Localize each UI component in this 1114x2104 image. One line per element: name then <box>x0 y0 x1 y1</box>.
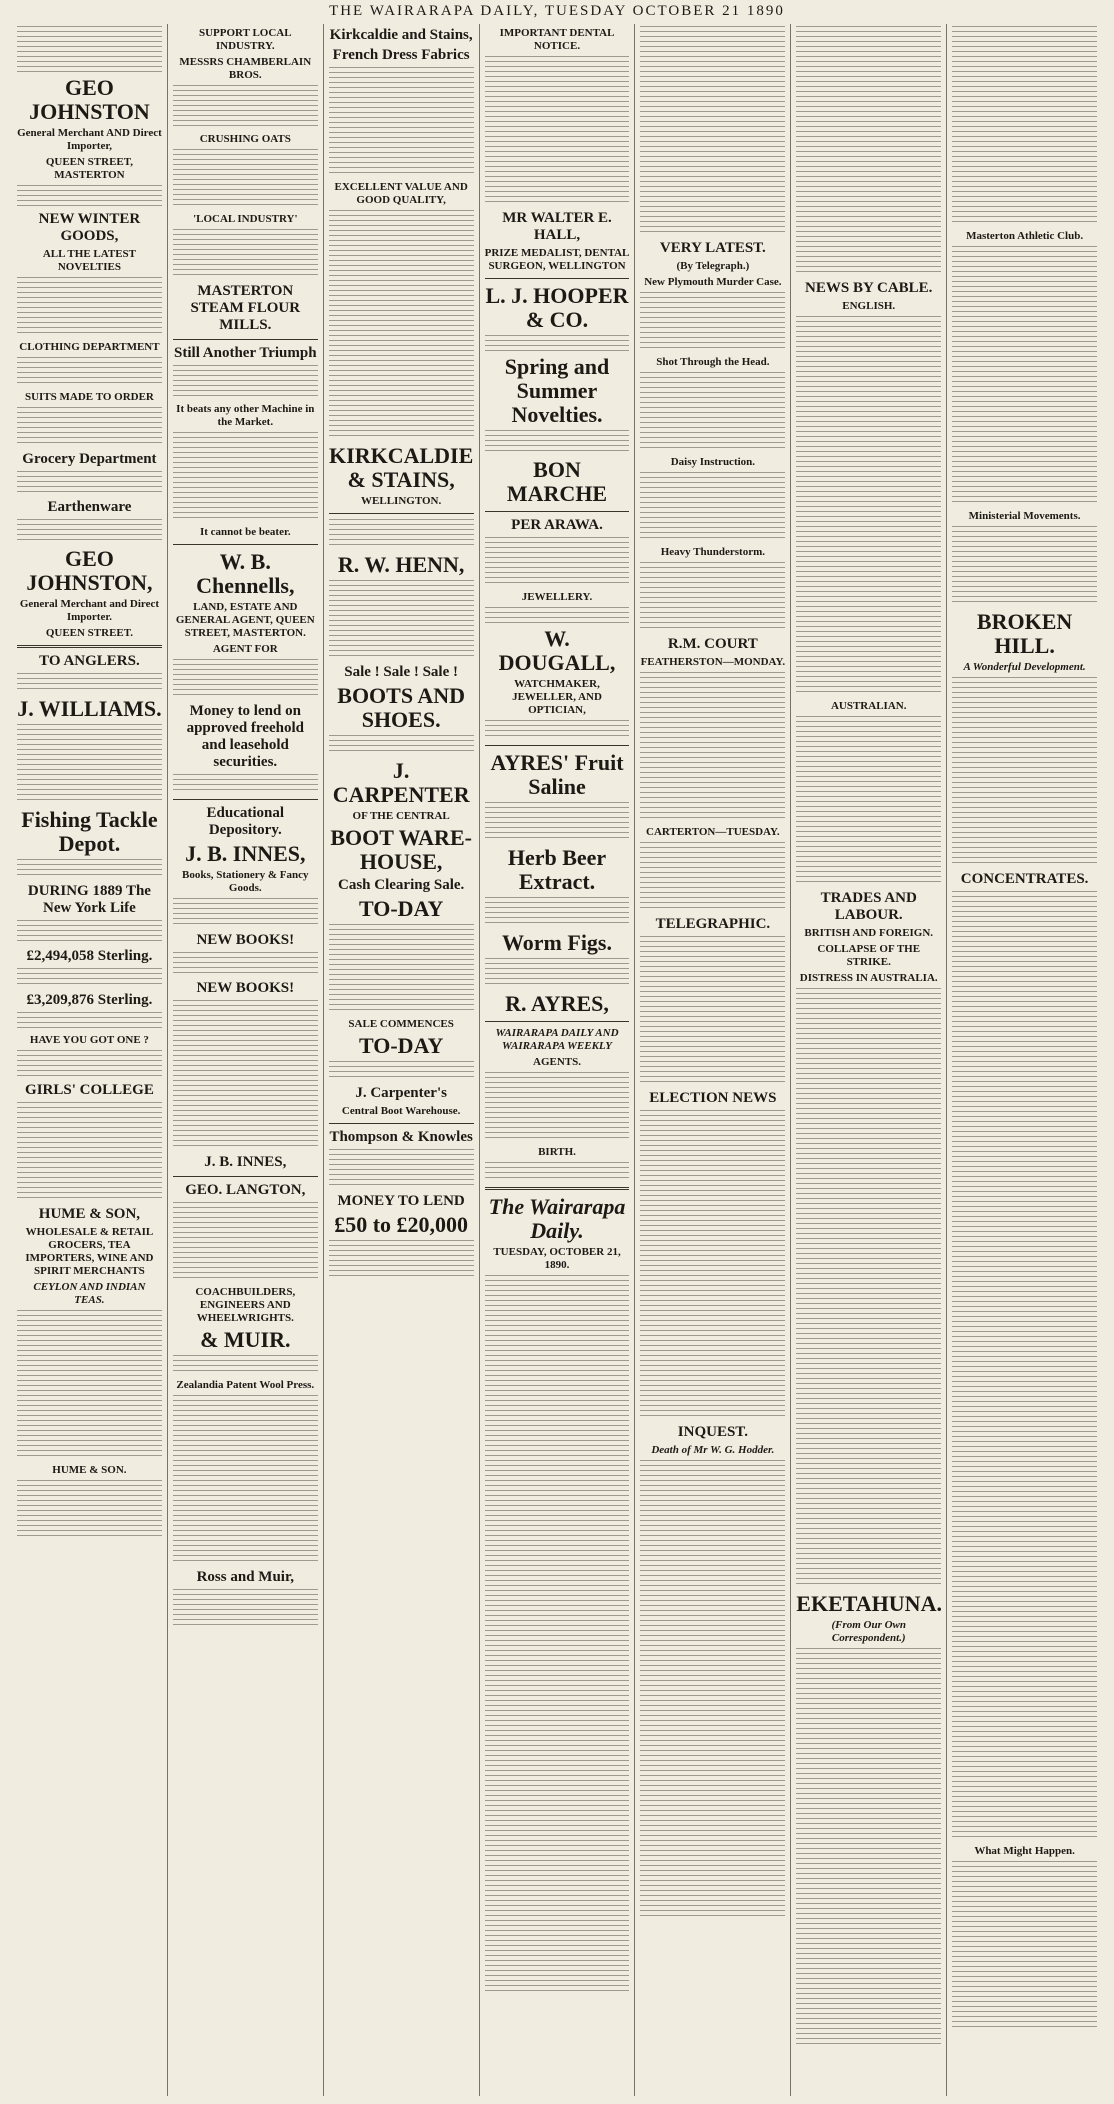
ad-heading: CEYLON AND INDIAN TEAS. <box>33 1281 146 1306</box>
ad-heading: Zealandia Patent Wool Press. <box>176 1379 315 1391</box>
ad-heading: DURING 1889 The New York Life <box>27 883 151 916</box>
ad-title: Ross and Muir, <box>196 1569 294 1585</box>
section-heading: VERY LATEST. <box>659 240 766 256</box>
text-block <box>485 1162 630 1182</box>
ad-heading: SALE COMMENCES <box>348 1018 454 1030</box>
ad-heading: COACHBUILDERS, ENGINEERS AND WHEELWRIGHTS. <box>195 1286 296 1324</box>
ad-heading: IMPORTANT DENTAL NOTICE. <box>499 27 615 52</box>
text-block <box>796 1648 941 2048</box>
text-block <box>485 958 630 988</box>
ad-heading: EXCELLENT VALUE AND GOOD QUALITY, <box>334 181 468 206</box>
ad-heading: NEW BOOKS! <box>196 932 295 948</box>
text-block <box>17 185 162 207</box>
section-subheading: BRITISH AND FOREIGN. <box>804 927 934 939</box>
ad-heading: Money to lend on approved freehold and leasehold securities. <box>186 703 304 770</box>
section-heading: TELEGRAPHIC. <box>655 916 771 932</box>
ad-heading: TO ANGLERS. <box>39 653 140 669</box>
text-block <box>17 673 162 693</box>
text-block <box>17 1310 162 1460</box>
ad-heading: BOOTS AND SHOES. <box>337 683 466 732</box>
ad-heading: It cannot be beater. <box>199 526 291 538</box>
text-block <box>17 1050 162 1078</box>
text-block <box>796 988 941 1588</box>
text-block <box>173 149 318 209</box>
divider <box>173 799 318 800</box>
ad-heading: Grocery Department <box>22 451 157 467</box>
ad-title: MASTERTON STEAM FLOUR MILLS. <box>190 283 301 333</box>
text-block <box>485 720 630 740</box>
ad-title: MR WALTER E. HALL, <box>502 210 612 243</box>
text-block <box>952 891 1097 1841</box>
text-block <box>329 580 474 660</box>
ad-heading: AGENTS. <box>533 1056 581 1068</box>
text-block <box>17 519 162 543</box>
text-block <box>329 735 474 755</box>
divider <box>173 1176 318 1177</box>
section-subheading: CARTERTON—TUESDAY. <box>646 826 780 838</box>
ad-address: QUEEN STREET. <box>45 627 134 639</box>
text-block <box>17 277 162 337</box>
text-block <box>173 1589 318 1629</box>
divider <box>17 645 162 648</box>
text-block <box>17 1012 162 1030</box>
text-block <box>952 26 1097 226</box>
ad-title: J. B. INNES, <box>204 1154 287 1170</box>
text-block <box>640 562 785 632</box>
section-heading: TRADES AND LABOUR. <box>820 890 917 923</box>
ad-address: WELLINGTON. <box>361 495 442 507</box>
editorial-title: The Wairarapa Daily. <box>488 1194 626 1243</box>
section-heading: Ministerial Movements. <box>968 510 1081 522</box>
ad-heading: GIRLS' COLLEGE <box>25 1082 154 1098</box>
divider <box>485 511 630 512</box>
text-block <box>952 1861 1097 2031</box>
ad-heading: TO-DAY <box>358 1033 444 1058</box>
ad-heading: Educational Depository. <box>206 805 285 838</box>
section-heading: CONCENTRATES. <box>960 871 1089 887</box>
text-block <box>485 537 630 587</box>
column-7 <box>947 24 1102 2096</box>
ad-heading: NEW BOOKS! <box>196 980 295 996</box>
divider <box>485 1187 630 1190</box>
divider <box>485 1021 630 1022</box>
ad-subtitle: WHOLESALE & RETAIL GROCERS, TEA IMPORTERS, WINE AND SPIRIT MERCHANTS <box>25 1226 154 1277</box>
text-block <box>17 357 162 387</box>
section-subheading: FEATHERSTON—MONDAY. <box>640 656 786 668</box>
ad-title: MESSRS CHAMBERLAIN BROS. <box>179 56 312 81</box>
section-heading: ELECTION NEWS <box>649 1090 777 1106</box>
section-heading: What Might Happen. <box>974 1845 1075 1857</box>
ad-title: R. W. HENN, <box>337 552 465 577</box>
text-block <box>952 246 1097 506</box>
section-heading: Masterton Athletic Club. <box>966 230 1084 242</box>
text-block <box>329 1149 474 1189</box>
ad-title: J. WILLIAMS. <box>17 696 162 721</box>
ad-address: QUEEN STREET, MASTERTON <box>45 156 134 181</box>
editorial-date: TUESDAY, OCTOBER 21, 1890. <box>493 1246 621 1271</box>
ad-subtitle: OF THE CENTRAL <box>352 810 450 822</box>
ad-title: & MUIR. <box>200 1327 291 1352</box>
text-block <box>640 26 785 236</box>
text-block <box>173 1355 318 1375</box>
text-block <box>173 1202 318 1282</box>
text-block <box>173 1395 318 1565</box>
section-subheading: ENGLISH. <box>842 300 896 312</box>
text-block <box>173 365 318 399</box>
text-block <box>329 519 474 549</box>
ad-title: HUME & SON. <box>52 1464 127 1476</box>
ad-heading: French Dress Fabrics <box>332 47 470 63</box>
column-4 <box>480 24 636 2096</box>
text-block <box>173 85 318 129</box>
section-subheading: Death of Mr W. G. Hodder. <box>651 1444 775 1456</box>
ad-heading: NEW WINTER GOODS, <box>38 211 141 244</box>
ad-title: HUME & SON, <box>38 1206 141 1222</box>
section-subheading: (From Our Own Correspondent.) <box>831 1619 907 1644</box>
section-heading: BROKEN HILL. <box>976 609 1073 658</box>
text-block <box>485 430 630 454</box>
ad-subtitle: General Merchant AND Direct Importer, <box>17 127 162 152</box>
text-block <box>796 26 941 276</box>
text-block <box>173 898 318 928</box>
text-block <box>17 920 162 944</box>
ad-subtitle: LAND, ESTATE AND GENERAL AGENT, QUEEN STREET, MASTERTON. <box>175 601 315 639</box>
ad-heading: SUPPORT LOCAL INDUSTRY. <box>198 27 292 52</box>
ad-subtitle: WATCHMAKER, JEWELLER, AND OPTICIAN, <box>512 678 602 716</box>
ad-title: J. Carpenter's <box>355 1085 447 1101</box>
divider <box>485 278 630 279</box>
ad-title: GEO JOHNSTON <box>29 75 150 124</box>
column-5 <box>635 24 791 2096</box>
section-heading: NEWS BY CABLE. <box>805 280 933 296</box>
ad-heading: WAIRARAPA DAILY AND WAIRARAPA WEEKLY <box>495 1027 619 1052</box>
article-heading: New Plymouth Murder Case. <box>644 276 782 288</box>
ad-heading: Sale ! Sale ! Sale ! <box>344 664 459 680</box>
ad-heading: £3,209,876 Sterling. <box>26 992 153 1008</box>
column-3 <box>324 24 480 2096</box>
text-block <box>17 859 162 879</box>
ad-title: BON MARCHE <box>506 457 608 506</box>
ad-title: Thompson & Knowles <box>329 1129 473 1145</box>
text-block <box>173 659 318 699</box>
text-block <box>952 677 1097 867</box>
divider <box>173 339 318 340</box>
text-block <box>640 842 785 912</box>
ad-title: BOOT WARE-HOUSE, <box>330 825 472 874</box>
text-block <box>640 372 785 452</box>
text-block <box>796 316 941 696</box>
text-block <box>952 526 1097 606</box>
text-block <box>173 774 318 794</box>
ad-title: W. DOUGALL, <box>498 626 616 675</box>
text-block <box>329 67 474 177</box>
text-block <box>640 472 785 542</box>
text-block <box>796 716 941 886</box>
ad-heading: HAVE YOU GOT ONE ? <box>29 1034 149 1046</box>
ad-heading: TO-DAY <box>358 896 444 921</box>
ad-subtitle: General Merchant and Direct Importer. <box>19 598 160 623</box>
ad-title: W. B. Chennells, <box>196 549 295 598</box>
text-block <box>17 26 162 72</box>
text-block <box>485 56 630 206</box>
column-6 <box>791 24 947 2096</box>
section-heading: BIRTH. <box>538 1146 576 1158</box>
ad-heading: SUITS MADE TO ORDER <box>24 391 154 403</box>
ad-title: Fishing Tackle Depot. <box>21 807 158 856</box>
text-block <box>640 936 785 1086</box>
ad-title: GEO. LANGTON, <box>185 1182 306 1198</box>
text-block <box>173 432 318 522</box>
ad-title: KIRKCALDIE & STAINS, <box>329 443 474 492</box>
ad-heading: It beats any other Machine in the Market. <box>176 403 315 428</box>
section-subheading: COLLAPSE OF THE STRIKE. <box>817 943 921 968</box>
text-block <box>329 1240 474 1280</box>
text-block <box>485 897 630 927</box>
ad-title: J. B. INNES, <box>185 841 306 866</box>
section-subheading: A Wonderful Development. <box>963 661 1086 673</box>
ad-heading: AGENT FOR <box>212 643 278 655</box>
section-subheading: AUSTRALIAN. <box>830 700 907 712</box>
ad-heading: Worm Figs. <box>502 930 612 955</box>
text-block <box>640 672 785 822</box>
text-block <box>640 292 785 352</box>
text-block <box>173 952 318 976</box>
article-heading: Heavy Thunderstorm. <box>660 546 766 558</box>
ad-heading: £50 to £20,000 <box>334 1212 469 1237</box>
column-1 <box>12 24 168 2096</box>
text-block <box>17 471 162 495</box>
ad-subtitle: PRIZE MEDALIST, DENTAL SURGEON, WELLINGTON <box>484 247 630 272</box>
text-block <box>329 924 474 1014</box>
section-subheading: (By Telegraph.) <box>676 260 750 272</box>
ad-heading: Spring and Summer Novelties. <box>504 354 610 427</box>
ad-subtitle: Central Boot Warehouse. <box>341 1105 461 1117</box>
divider <box>329 513 474 514</box>
text-block <box>173 1000 318 1150</box>
ad-title: L. J. HOOPER & CO. <box>485 283 629 332</box>
text-block <box>329 1061 474 1081</box>
ad-heading: £2,494,058 Sterling. <box>26 948 153 964</box>
ad-title: Kirkcaldie and Stains, <box>329 27 473 43</box>
text-block <box>485 607 630 623</box>
text-block <box>17 968 162 988</box>
text-block <box>173 229 318 279</box>
ad-heading: Cash Clearing Sale. <box>338 877 465 893</box>
text-block <box>329 210 474 440</box>
ad-subtitle: Books, Stationery & Fancy Goods. <box>182 869 309 894</box>
ad-heading: 'LOCAL INDUSTRY' <box>193 213 298 225</box>
ad-heading: ALL THE LATEST NOVELTIES <box>42 248 136 273</box>
divider <box>485 745 630 746</box>
text-block <box>485 1072 630 1142</box>
section-heading: R.M. COURT <box>667 636 758 652</box>
ad-heading: CRUSHING OATS <box>199 133 291 145</box>
text-block <box>485 335 630 351</box>
section-heading: INQUEST. <box>677 1424 748 1440</box>
article-heading: Daisy Instruction. <box>670 456 756 468</box>
text-block <box>485 802 630 842</box>
divider <box>329 1123 474 1124</box>
text-block <box>17 1480 162 1540</box>
article-heading: Shot Through the Head. <box>656 356 770 368</box>
masthead: THE WAIRARAPA DAILY, TUESDAY OCTOBER 21 1890 <box>329 3 785 19</box>
ad-heading: JEWELLERY. <box>521 591 593 603</box>
ad-title: Still Another Triumph <box>174 345 317 361</box>
divider <box>173 544 318 545</box>
section-heading: EKETAHUNA. <box>796 1591 942 1616</box>
ad-heading: PER ARAWA. <box>511 517 603 533</box>
ad-title: J. CARPENTER <box>332 758 470 807</box>
ad-heading: CLOTHING DEPARTMENT <box>19 341 160 353</box>
section-subheading: DISTRESS IN AUSTRALIA. <box>799 972 938 984</box>
column-2 <box>168 24 324 2096</box>
ad-title: R. AYRES, <box>505 991 609 1016</box>
text-block <box>17 407 162 447</box>
columns <box>12 24 1102 2096</box>
editorial-text <box>485 1275 630 1995</box>
text-block <box>17 1102 162 1202</box>
text-block <box>640 1460 785 1920</box>
ad-heading: Earthenware <box>47 499 132 515</box>
ad-heading: Herb Beer Extract. <box>507 845 607 894</box>
text-block <box>640 1110 785 1420</box>
ad-title: GEO JOHNSTON, <box>26 546 153 595</box>
ad-heading: MONEY TO LEND <box>337 1193 465 1209</box>
text-block <box>17 724 162 804</box>
ad-title: AYRES' Fruit Saline <box>490 750 624 799</box>
